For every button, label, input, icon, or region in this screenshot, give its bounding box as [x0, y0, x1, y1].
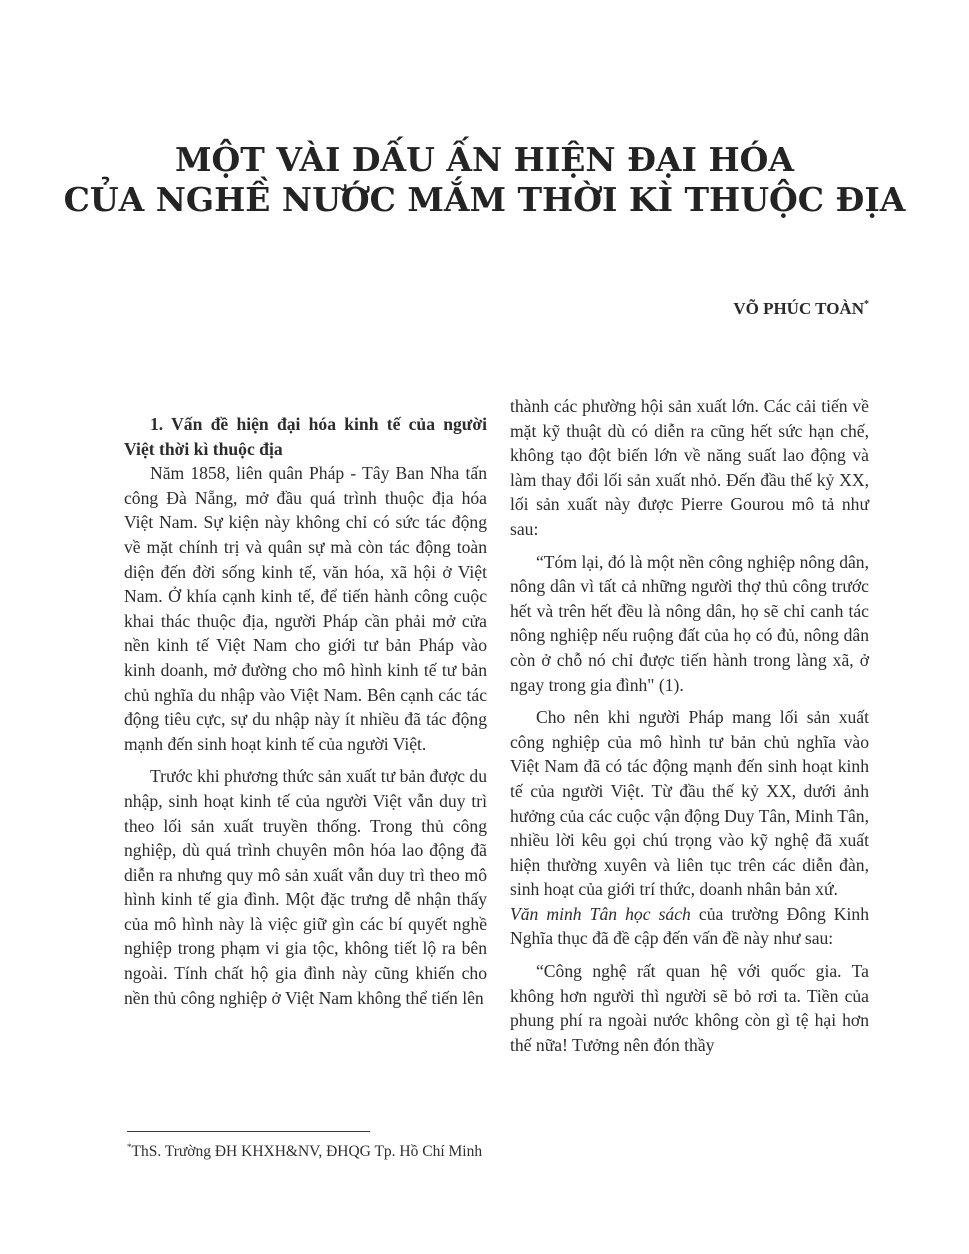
article-title-line-1: MỘT VÀI DẤU ẤN HIỆN ĐẠI HÓA	[175, 140, 794, 179]
quote-paragraph: “Tóm lại, đó là một nền công nghiệp nông dân, nông dân vì tất cả những người thợ thủ công trước hết và trên hết đều là nông dân, họ sẽ chỉ canh tác nông nghiệp nếu ruộng đất của họ có đủ, nông dân còn ở chỗ nó chỉ được tiến hành trong làng xã, ở ngay trong gia đình" (1).	[510, 551, 869, 695]
left-column	[124, 412, 487, 1010]
footnote	[127, 1142, 482, 1161]
quote-paragraph: “Công nghệ rất quan hệ với quốc gia. Ta không hơn người thì người sẽ bỏ rơi ta. Tiền của phung phí ra ngoài nước không còn gì tệ hại hơn thế nữa! Tưởng nên đón thầy	[510, 961, 869, 1055]
author-byline	[733, 299, 869, 319]
paragraph: thành các phường hội sản xuất lớn. Các cải tiến về mặt kỹ thuật dù có diễn ra cũng hết sức hạn chế, không tạo đột biến lớn về năng suất lao động và làm thay đổi lối sản xuất nhỏ. Đến đầu thế kỷ XX, lối sản xuất này được Pierre Gourou mô tả như sau:	[510, 396, 869, 539]
footnote-divider	[127, 1131, 370, 1132]
paragraph: Cho nên khi người Pháp mang lối sản xuất công nghiệp của mô hình tư bản chủ nghĩa vào Việt Nam đã có tác động mạnh đến sinh hoạt kinh tế của người Việt. Từ đầu thế kỷ XX, dưới ảnh hưởng của các cuộc vận động Duy Tân, Minh Tân, nhiều lời kêu gọi chú trọng vào kỹ nghệ đã xuất hiện thường xuyên và liên tục trên các diễn đàn, sinh hoạt của giới trí thức, doanh nhân bản xứ.	[510, 707, 869, 900]
right-column	[510, 394, 869, 1057]
author-name: VÕ PHÚC TOÀN	[733, 299, 864, 318]
footnote-text: ThS. Trường ĐH KHXH&NV, ĐHQG Tp. Hồ Chí Minh	[131, 1143, 483, 1160]
article-title-line-2: CỦA NGHỀ NƯỚC MẮM THỜI KÌ THUỘC ĐỊA	[63, 180, 906, 219]
paragraph: Trước khi phương thức sản xuất tư bản được du nhập, sinh hoạt kinh tế của người Việt vẫn duy trì theo lối sản xuất truyền thống. Trong thủ công nghiệp, dù quá trình chuyên môn hóa lao động đã diễn ra nhưng quy mô sản xuất vẫn duy trì theo mô hình kinh tế gia đình. Một đặc trưng dễ nhận thấy của mô hình này là việc giữ gìn các bí quyết nghề nghiệp trong phạm vi gia tộc, không tiết lộ ra bên ngoài. Tính chất hộ gia đình này cũng khiến cho nền thủ công nghiệp ở Việt Nam không thể tiến lên	[124, 766, 487, 1008]
author-footnote-mark: *	[864, 299, 869, 310]
paragraph	[510, 902, 869, 951]
footnote-mark: *	[127, 1142, 132, 1152]
book-title: Văn minh Tân học sách	[510, 903, 691, 924]
paragraph: Năm 1858, liên quân Pháp - Tây Ban Nha tấn công Đà Nẵng, mở đầu quá trình thuộc địa hóa Việt Nam. Sự kiện này không chỉ có sức tác động về mặt chính trị và quân sự mà còn tác động toàn diện đến đời sống kinh tế, văn hóa, xã hội ở Việt Nam. Ở khía cạnh kinh tế, để tiến hành công cuộc khai thác thuộc địa, người Pháp cần phải mở cửa nền kinh tế Việt Nam cho giới tư bản Pháp vào kinh doanh, mở đường cho mô hình kinh tế tư bản chủ nghĩa du nhập vào Việt Nam. Bên cạnh các tác động tiêu cực, sự du nhập này ít nhiều đã tác động mạnh đến sinh hoạt kinh tế của người Việt.	[124, 463, 487, 754]
section-heading: 1. Vấn đề hiện đại hóa kinh tế của người Việt thời kì thuộc địa	[124, 414, 487, 459]
paragraph-text: của trường Đông Kinh Nghĩa thục đã đề cập đến vấn đề này như sau:	[510, 903, 869, 949]
